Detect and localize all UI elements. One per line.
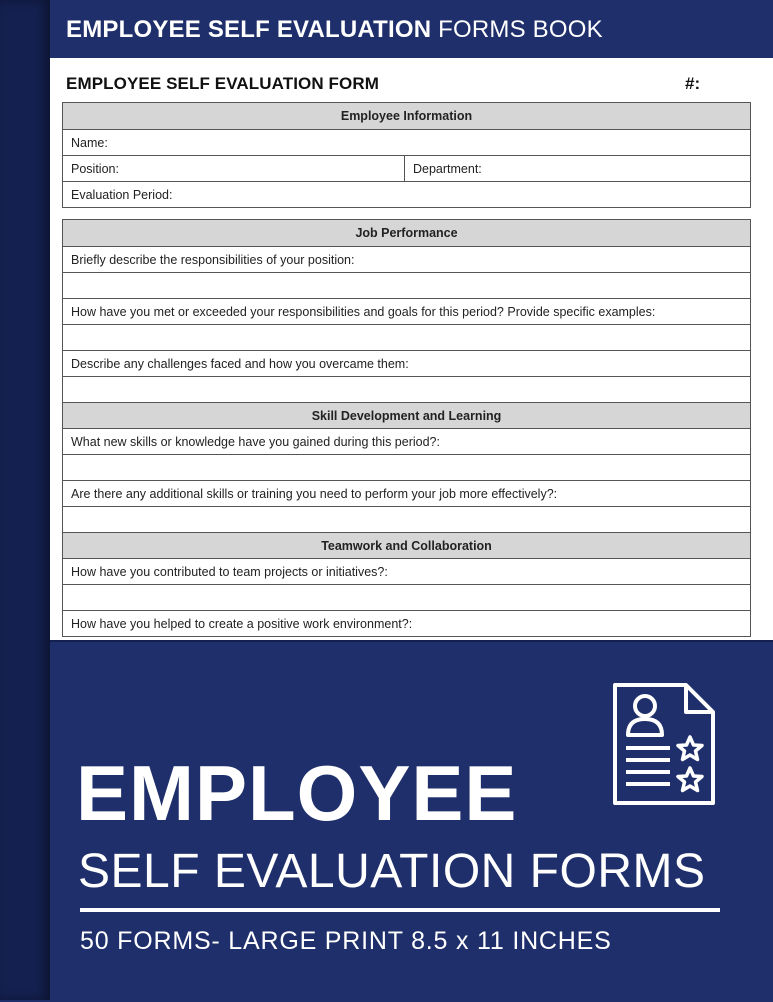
- divider: [80, 908, 720, 912]
- book-spine: [0, 0, 50, 1000]
- section-header: Skill Development and Learning: [63, 402, 750, 428]
- name-label: Name:: [71, 135, 108, 150]
- questions-table: [62, 219, 751, 637]
- answer-row: [63, 272, 750, 298]
- section-header: Teamwork and Collaboration: [63, 532, 750, 558]
- banner-title: EMPLOYEE SELF EVALUATION FORMS BOOK: [66, 16, 603, 43]
- position-label: Position:: [63, 156, 405, 181]
- name-row: [63, 129, 750, 155]
- answer-row: [63, 324, 750, 350]
- form-title: EMPLOYEE SELF EVALUATION FORM: [66, 74, 380, 93]
- cover-title-panel: [50, 640, 773, 1002]
- section-header: Employee Information: [63, 103, 750, 129]
- answer-row: [63, 454, 750, 480]
- top-banner: [50, 0, 773, 58]
- question-row: How have you met or exceeded your responsibilities and goals for this period? Provide specific examples:: [63, 298, 750, 324]
- cover-title-line2: SELF EVALUATION FORMS: [78, 845, 706, 898]
- evaluation-period-label: Evaluation Period:: [71, 187, 173, 202]
- answer-row: [63, 506, 750, 532]
- question-row: Are there any additional skills or training you need to perform your job more effectively?:: [63, 480, 750, 506]
- evaluation-period-row: [63, 181, 750, 207]
- section-header: Job Performance: [63, 220, 750, 246]
- employee-info-table: [62, 102, 751, 208]
- department-label: Department:: [413, 161, 482, 176]
- form-number-label: #:: [685, 74, 701, 93]
- question-row: What new skills or knowledge have you gained during this period?:: [63, 428, 750, 454]
- evaluation-document-icon: [612, 682, 716, 806]
- position-department-row: [63, 155, 750, 181]
- answer-row: [63, 376, 750, 402]
- question-row: How have you contributed to team projects or initiatives?:: [63, 558, 750, 584]
- question-row: How have you helped to create a positive work environment?:: [63, 610, 750, 636]
- form-sheet: [50, 58, 773, 640]
- question-row: Describe any challenges faced and how you overcame them:: [63, 350, 750, 376]
- cover-subtitle: 50 FORMS- LARGE PRINT 8.5 x 11 INCHES: [80, 927, 612, 955]
- answer-row: [63, 584, 750, 610]
- question-row: Briefly describe the responsibilities of your position:: [63, 246, 750, 272]
- cover-title-line1: EMPLOYEE: [76, 749, 518, 837]
